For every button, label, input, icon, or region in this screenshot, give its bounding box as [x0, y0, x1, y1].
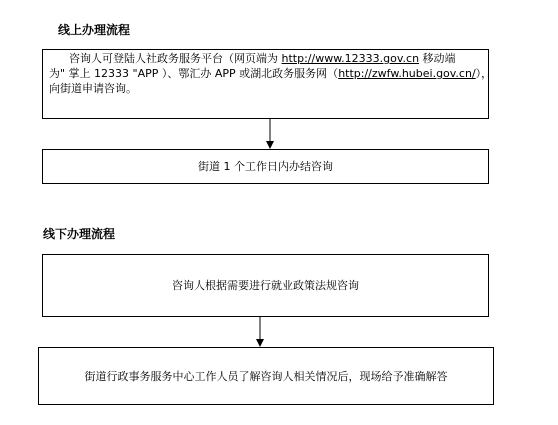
online-step-1-text-a: 咨询人可登陆人社政务服务平台（网页端为 [69, 52, 282, 65]
online-step-1-line-2 [49, 66, 493, 81]
offline-arrow-icon [255, 317, 265, 347]
online-step-1-text-c: 为" 掌上 12333 "APP ）、鄂汇办 APP 或湖北政务服务网（ [49, 67, 339, 80]
offline-step-2-box [38, 347, 494, 405]
website-link-12333[interactable]: http://www.12333.gov.cn [281, 52, 420, 65]
online-step-1-text-d: ）， [475, 67, 493, 80]
online-arrow-icon [265, 119, 275, 149]
online-process-heading: 线上办理流程 [58, 23, 131, 37]
online-step-1-line-1 [49, 51, 482, 66]
online-step-1-text-b: 移动端 [419, 52, 456, 65]
online-step-1-line-3: 向街道申请咨询。 [49, 82, 137, 95]
offline-process-heading: 线下办理流程 [43, 227, 116, 241]
online-step-2-text: 街道 1 个工作日内办结咨询 [198, 160, 333, 173]
offline-step-2-text: 街道行政事务服务中心工作人员了解咨询人相关情况后，现场给予准确解答 [84, 369, 448, 383]
online-step-2-box [42, 149, 489, 184]
arrow-down-icon [265, 119, 275, 149]
arrow-down-icon [255, 317, 265, 347]
offline-step-1-text: 咨询人根据需要进行就业政策法规咨询 [172, 279, 359, 292]
website-link-hubei[interactable]: http://zwfw.hubei.gov.cn/ [338, 67, 476, 80]
offline-step-1-box [42, 254, 489, 317]
online-step-1-box [42, 49, 493, 119]
